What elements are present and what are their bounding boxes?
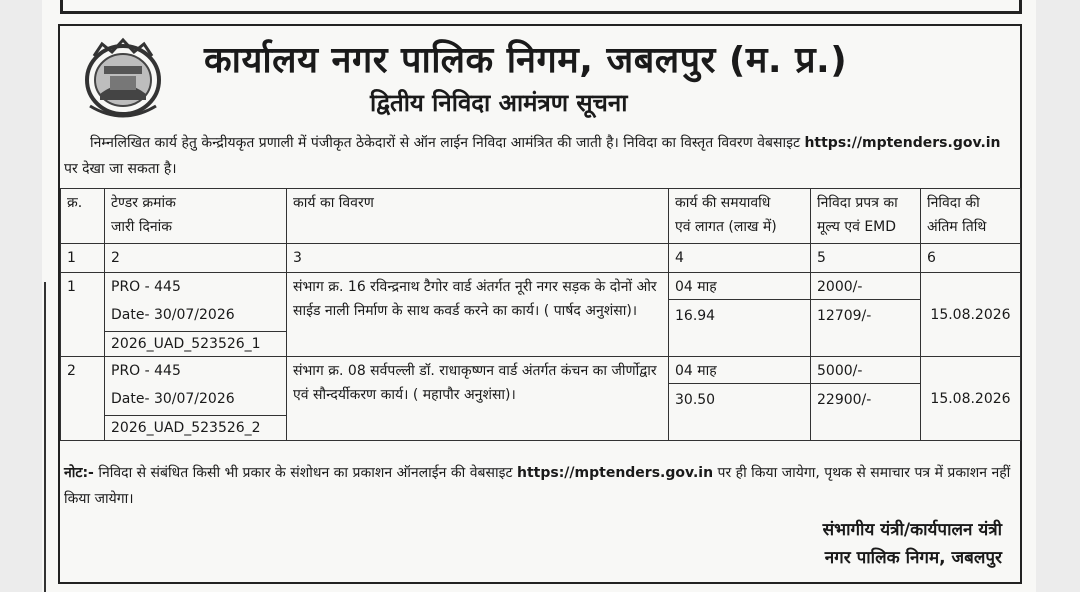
header-fee-line2: मूल्य एवं EMD [817, 219, 897, 235]
note-text: निविदा से संबंधित किसी भी प्रकार के संशोधन का प्रकाशन ऑनलाईन की वेबसाइट [98, 465, 513, 481]
previous-clipping-border [60, 0, 1022, 14]
row-duration: 04 माह [675, 279, 717, 295]
intro-suffix: पर देखा जा सकता है। [64, 161, 177, 177]
row-last-date: 15.08.2026 [921, 273, 1021, 357]
row-fee: 2000/- [817, 279, 863, 295]
table-row [61, 273, 1021, 357]
row-date: Date- 30/07/2026 [111, 391, 235, 407]
header-fee-line1: निविदा प्रपत्र का [817, 195, 898, 211]
column-divider-line [44, 282, 46, 592]
intro-text: निम्नलिखित कार्य हेतु केन्द्रीयकृत प्रणाली में पंजीकृत ठेकेदारों से ऑन लाईन निविदा आमंत्रित की जाती है। निविदा का विस्तृत विवरण वेबसाइट [90, 135, 800, 151]
row-sno: 2 [61, 357, 105, 441]
office-title: कार्यालय नगर पालिक निगम, जबलपुर (म. प्र.) [204, 40, 848, 81]
row-date: Date- 30/07/2026 [111, 307, 235, 323]
header-tender-line1: टेण्डर क्रमांक [111, 195, 176, 211]
row-duration-cost [669, 357, 811, 441]
note-suffix: पर ही किया जायेगा, पृथक से समाचार पत्र में प्रकाशन नहीं किया जायेगा। [64, 465, 1011, 507]
municipal-emblem-icon [80, 36, 166, 120]
header-duration [669, 189, 811, 244]
row-sno: 1 [61, 273, 105, 357]
notice-subtitle: द्वितीय निविदा आमंत्रण सूचना [370, 89, 628, 117]
header-last-line2: अंतिम तिथि [927, 219, 987, 235]
row-tender-id: 2026_UAD_523526_2 [105, 415, 286, 440]
row-emd: 22900/- [811, 383, 920, 412]
signature-block [823, 516, 1002, 572]
note-website-link[interactable]: https://mptenders.gov.in [516, 465, 714, 481]
column-number: 3 [287, 244, 669, 273]
row-fee: 5000/- [817, 363, 863, 379]
tender-table [60, 188, 1021, 441]
header-last-line1: निविदा की [927, 195, 980, 211]
row-cost: 30.50 [669, 383, 810, 412]
row-last-date: 15.08.2026 [921, 357, 1021, 441]
row-emd: 12709/- [811, 299, 920, 328]
header-tender-line2: जारी दिनांक [111, 219, 173, 235]
header-last-date [921, 189, 1021, 244]
column-number-row [61, 244, 1021, 273]
header-duration-line1: कार्य की समयावधि [675, 195, 771, 211]
row-tender [105, 357, 287, 441]
note-label: नोट:- [64, 465, 94, 481]
intro-paragraph [64, 130, 1016, 182]
header-duration-line2: एवं लागत (लाख में) [675, 219, 777, 235]
row-fee-emd [811, 357, 921, 441]
column-number: 5 [811, 244, 921, 273]
header-fee [811, 189, 921, 244]
column-number: 1 [61, 244, 105, 273]
row-work: संभाग क्र. 08 सर्वपल्ली डॉ. राधाकृष्णन वार्ड अंतर्गत कंचन का जीर्णोद्वार एवं सौन्दर्यीकरण कार्य। ( महापौर अनुशंसा)। [287, 357, 669, 441]
row-pro: PRO - 445 [111, 363, 181, 379]
table-row [61, 357, 1021, 441]
row-work: संभाग क्र. 16 रविन्द्रनाथ टैगोर वार्ड अंतर्गत नूरी नगर सड़क के दोनों ओर साईड नाली निर्माण के साथ कवर्ड करने का कार्य। ( पार्षद अनुशंसा)। [287, 273, 669, 357]
table-header-row [61, 189, 1021, 244]
header-work: कार्य का विवरण [287, 189, 669, 244]
signature-office: नगर पालिक निगम, जबलपुर [824, 548, 1002, 568]
header-sno: क्र. [61, 189, 105, 244]
column-number: 4 [669, 244, 811, 273]
signature-designation: संभागीय यंत्री/कार्यपालन यंत्री [822, 520, 1002, 540]
row-pro: PRO - 445 [111, 279, 181, 295]
note-paragraph [64, 460, 1016, 512]
header-tender [105, 189, 287, 244]
column-number: 6 [921, 244, 1021, 273]
intro-website-link[interactable]: https://mptenders.gov.in [804, 135, 1001, 151]
row-tender [105, 273, 287, 357]
column-number: 2 [105, 244, 287, 273]
row-fee-emd [811, 273, 921, 357]
row-duration: 04 माह [675, 363, 717, 379]
row-tender-id: 2026_UAD_523526_1 [105, 331, 286, 356]
row-cost: 16.94 [669, 299, 810, 328]
row-duration-cost [669, 273, 811, 357]
